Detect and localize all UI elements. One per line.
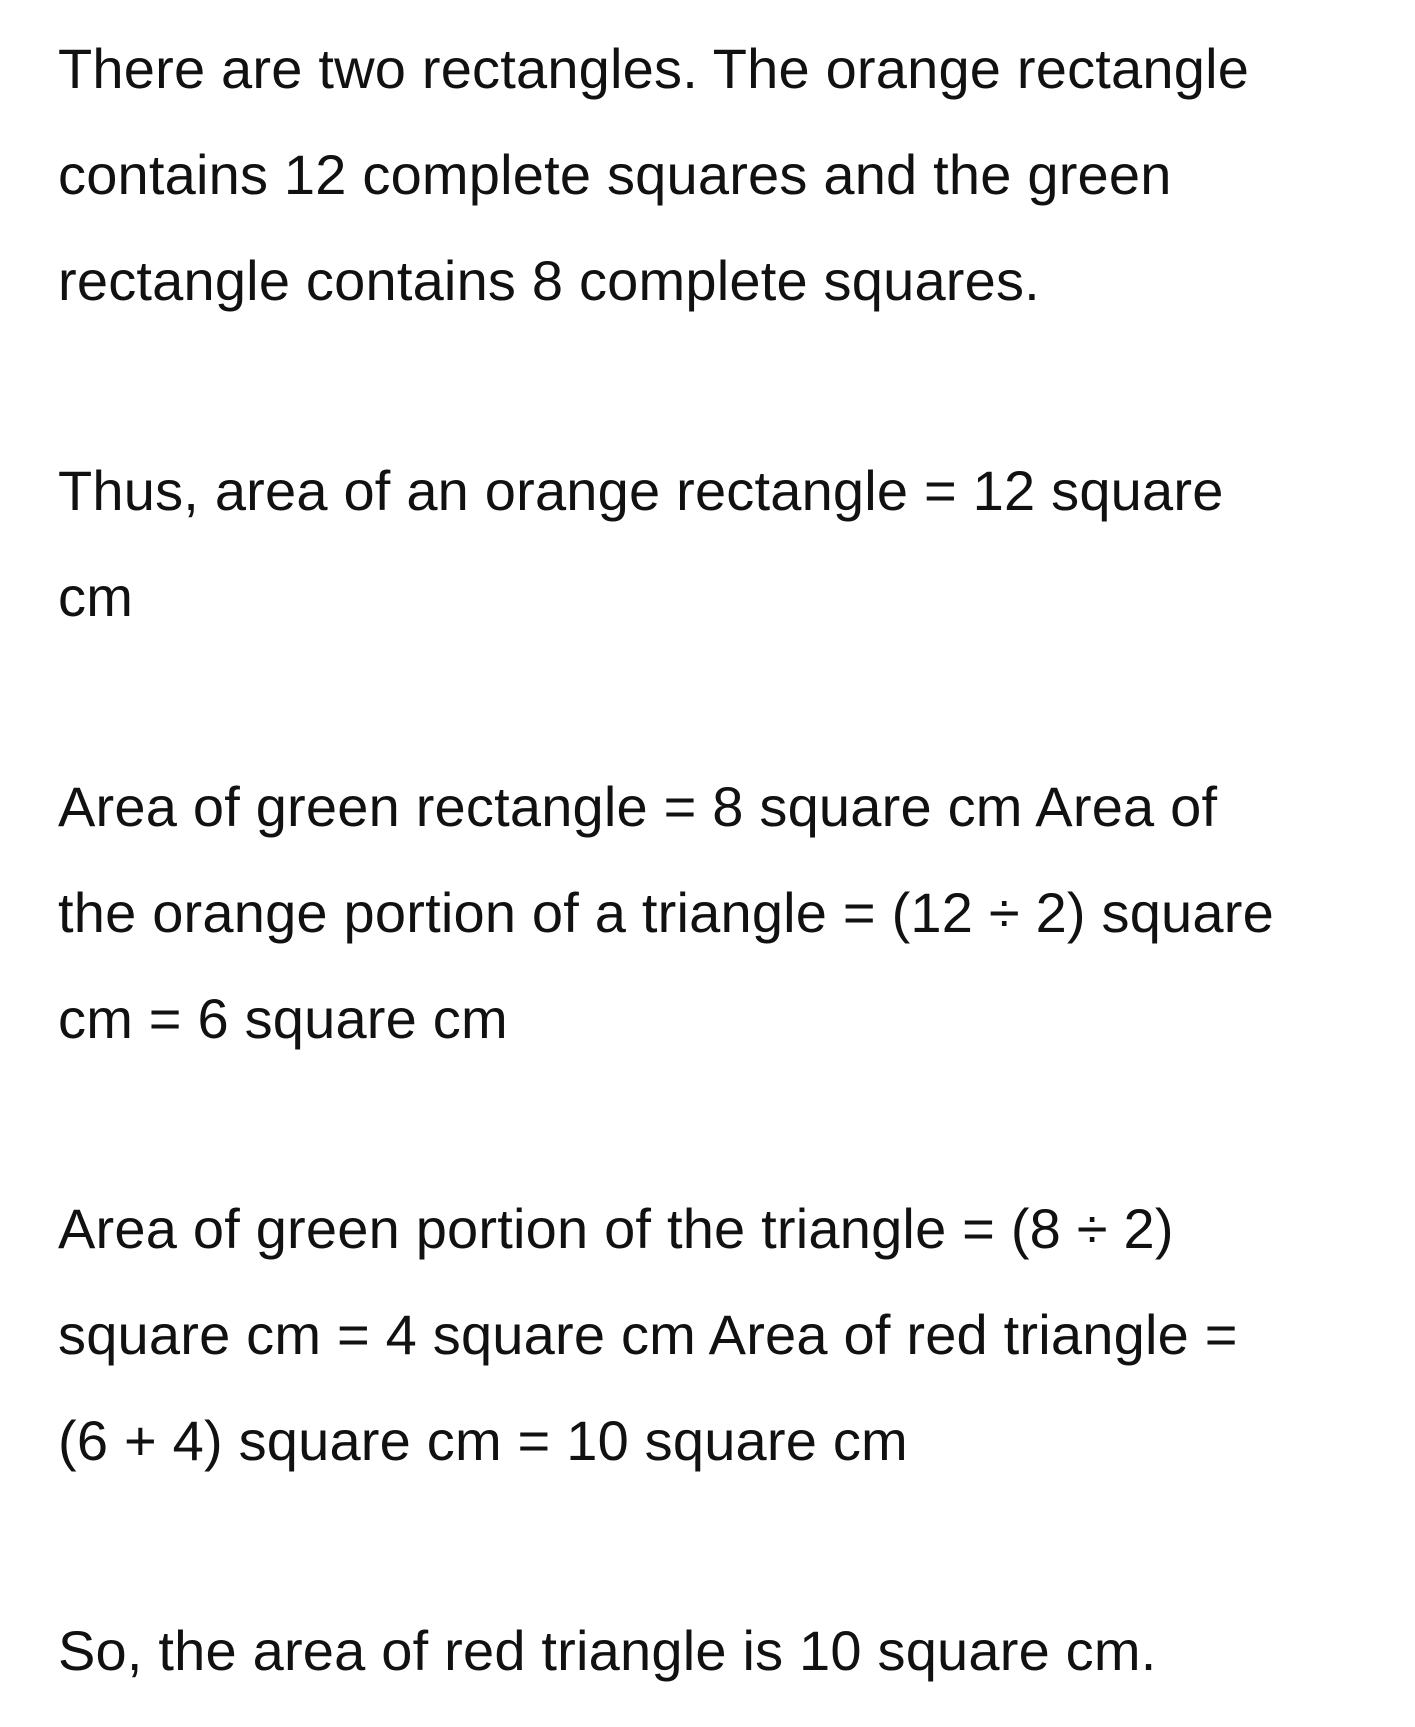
text-line: rectangle contains 8 complete squares. bbox=[58, 249, 1040, 312]
paragraph-green-area-orange-portion bbox=[58, 754, 1398, 1072]
text-line: cm = 6 square cm bbox=[58, 987, 508, 1050]
paragraph-conclusion bbox=[58, 1598, 1398, 1704]
text-line: Thus, area of an orange rectangle = 12 square bbox=[58, 459, 1224, 522]
text-line: square cm = 4 square cm Area of red triangle = bbox=[58, 1303, 1238, 1366]
text-line: Area of green portion of the triangle = (8 ÷ 2) bbox=[58, 1197, 1174, 1260]
paragraph-rectangles-intro bbox=[58, 16, 1398, 334]
text-line: cm bbox=[58, 565, 134, 628]
paragraph-green-portion-red-triangle bbox=[58, 1176, 1398, 1494]
text-line: Area of green rectangle = 8 square cm Area of bbox=[58, 775, 1218, 838]
text-line: There are two rectangles. The orange rectangle bbox=[58, 37, 1250, 100]
text-line: (6 + 4) square cm = 10 square cm bbox=[58, 1409, 908, 1472]
text-line: the orange portion of a triangle = (12 ÷ 2) square bbox=[58, 881, 1274, 944]
text-line: So, the area of red triangle is 10 square cm. bbox=[58, 1619, 1157, 1682]
text-line: contains 12 complete squares and the green bbox=[58, 143, 1172, 206]
paragraph-orange-area bbox=[58, 438, 1398, 650]
